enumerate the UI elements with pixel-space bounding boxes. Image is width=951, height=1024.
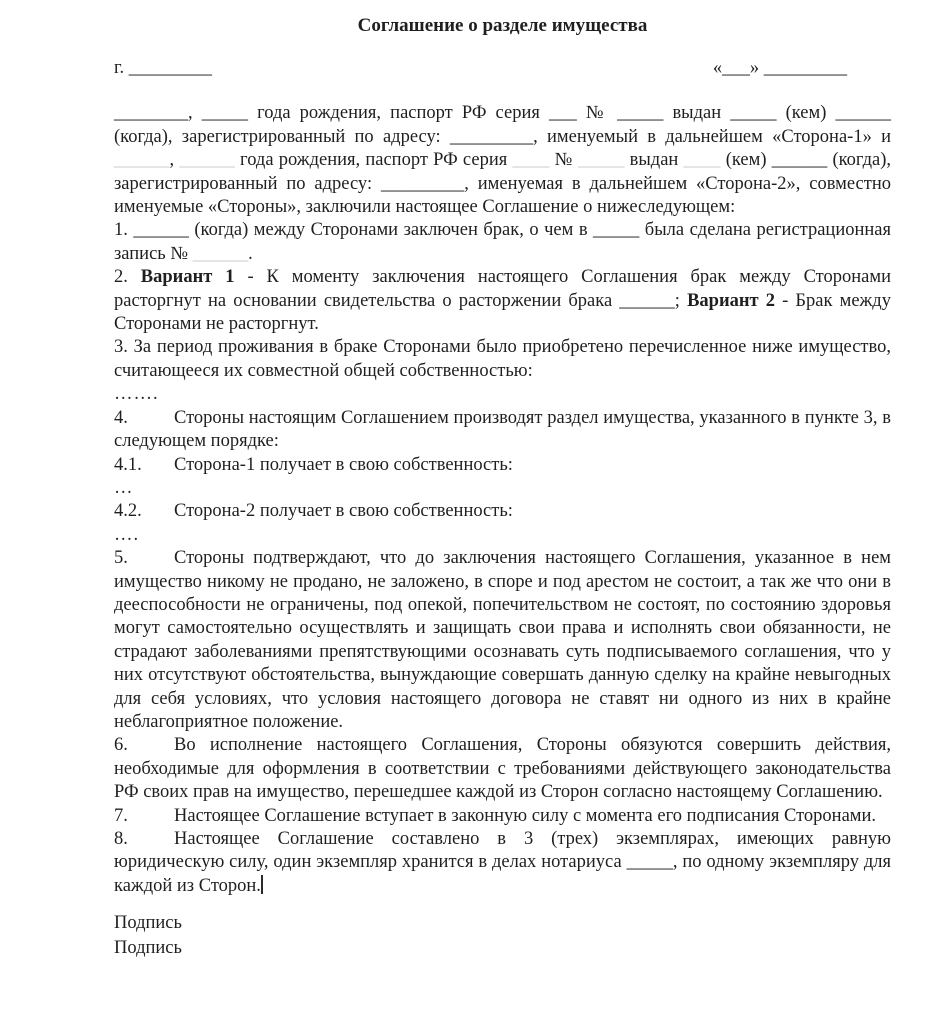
date-field: «___» _________ [712, 58, 847, 78]
clause-7 [114, 805, 891, 828]
clause-number: 6. [114, 735, 128, 756]
text-segment: … [114, 477, 134, 498]
text-segment: 1. ______ (когда) между Сторонами заключен брак, о чем в _____ была сделана регистрационная запись № [114, 220, 891, 264]
clause-4 [114, 407, 891, 454]
text-segment: Сторона-1 получает в свою собственность: [174, 454, 513, 475]
text-segment: года рождения, паспорт РФ серия [234, 150, 513, 171]
clause-number: 4.1. [114, 454, 142, 475]
document-text-area[interactable] [114, 14, 891, 961]
text-segment: ________, _____ года рождения, паспорт РФ серия ___ № _____ выдан _____ (кем) ______ (когда), зарегистрированный по адресу: _________, именуемый в дальнейшем «Сторона-1» и [114, 103, 891, 147]
blank-field-highlighted: ____ [512, 150, 550, 171]
signature-line-1: Подпись [114, 913, 182, 934]
clause-number: 4.2. [114, 501, 142, 522]
bold-variant-label: Вариант 1 [140, 267, 235, 288]
text-segment: . [248, 243, 253, 264]
clause-8 [114, 828, 891, 898]
blank-field-highlighted: ______ [114, 150, 170, 171]
bold-variant-label: Вариант 2 [687, 290, 775, 311]
clause-5 [114, 547, 891, 734]
text-cursor [261, 875, 263, 894]
text-segment: (кем) ______ (когда), зарегистрированный по адресу: _________, именуемая в дальнейшем «Сторона-2», совместно именуемые «Стороны», заключили настоящее Соглашение о нижеследующем: [114, 150, 891, 218]
placeholder-dots [114, 477, 891, 500]
clause-number: 7. [114, 805, 128, 826]
intro-paragraph [114, 102, 891, 219]
clause-number: 4. [114, 407, 128, 428]
clause-6 [114, 734, 891, 804]
clause-1 [114, 219, 891, 266]
document-title: Соглашение о разделе имущества [357, 15, 648, 36]
text-segment: - Брак между Сторонами не расторгнут. [114, 290, 891, 335]
text-segment: , [169, 150, 180, 171]
text-segment: - К моменту заключения настоящего Соглашения брак между Сторонами расторгнут на основании свидетельства о расторжении брака ______; [114, 267, 891, 311]
clause-3 [114, 336, 891, 383]
text-segment: Стороны настоящим Соглашением производят раздел имущества, указанного в пункте 3, в следующем порядке: [114, 407, 891, 452]
placeholder-dots [114, 383, 891, 406]
signature-line-2: Подпись [114, 938, 182, 959]
text-segment: Стороны подтверждают, что до заключения настоящего Соглашения, указанное в нем имущество никому не продано, не заложено, в споре и под арестом не состоит, а так же что они в дееспособности не ограничены, под опекой, попечительством не состоят, по состоянию здоровья могут самостоятельно осуществлять и защищать свои права и исполнять свои обязанности, не страдают заболеваниями препятствующими осознавать суть подписываемого соглашения, что у них отсутствуют обстоятельства, вынуждающие совершать данную сделку на крайне невыгодных для себя условиях, что условия настоящего договора не ставят ни одного из них в крайне неблагоприятное положение. [114, 548, 891, 732]
blank-field-highlighted: ____ [683, 150, 721, 171]
text-segment: Во исполнение настоящего Соглашения, Стороны обязуются совершить действия, необходимые для оформления в соответствии с требованиями действующего законодательства РФ своих прав на имущество, перешедшее каждой из Сторон согласно настоящему Соглашению. [114, 735, 891, 803]
placeholder-dots [114, 524, 891, 547]
clause-4-1 [114, 454, 891, 477]
header-row [114, 57, 891, 80]
text-segment: выдан [624, 150, 684, 171]
text-segment: Сторона-2 получает в свою собственность: [174, 501, 513, 522]
clause-number: 8. [114, 829, 128, 849]
document-body [114, 102, 891, 898]
text-segment: Настоящее Соглашение вступает в законную силу с момента его подписания Сторонами. [174, 805, 877, 826]
text-segment: № [549, 150, 579, 171]
text-segment: 3. За период проживания в браке Сторонами было приобретено перечисленное ниже имущество, считающееся их совместной общей собственностью: [114, 337, 891, 381]
text-segment: Настоящее Соглашение составлено в 3 (трех) экземплярах, имеющих равную юридическую силу, один экземпляр хранится в делах нотариуса _____, по одному экземпляру для каждой из Сторон. [114, 829, 891, 896]
text-segment: 2. [114, 267, 141, 288]
clause-4-2 [114, 500, 891, 523]
text-segment: ……. [114, 384, 159, 405]
clause-2 [114, 266, 891, 336]
blank-field-highlighted: ______ [192, 243, 249, 264]
signature-block [114, 911, 891, 961]
clause-number: 5. [114, 548, 128, 569]
city-field: г. _________ [114, 58, 213, 78]
blank-field-highlighted: ______ [179, 150, 235, 171]
text-segment: …. [114, 524, 140, 545]
blank-field-highlighted: _____ [578, 150, 625, 171]
